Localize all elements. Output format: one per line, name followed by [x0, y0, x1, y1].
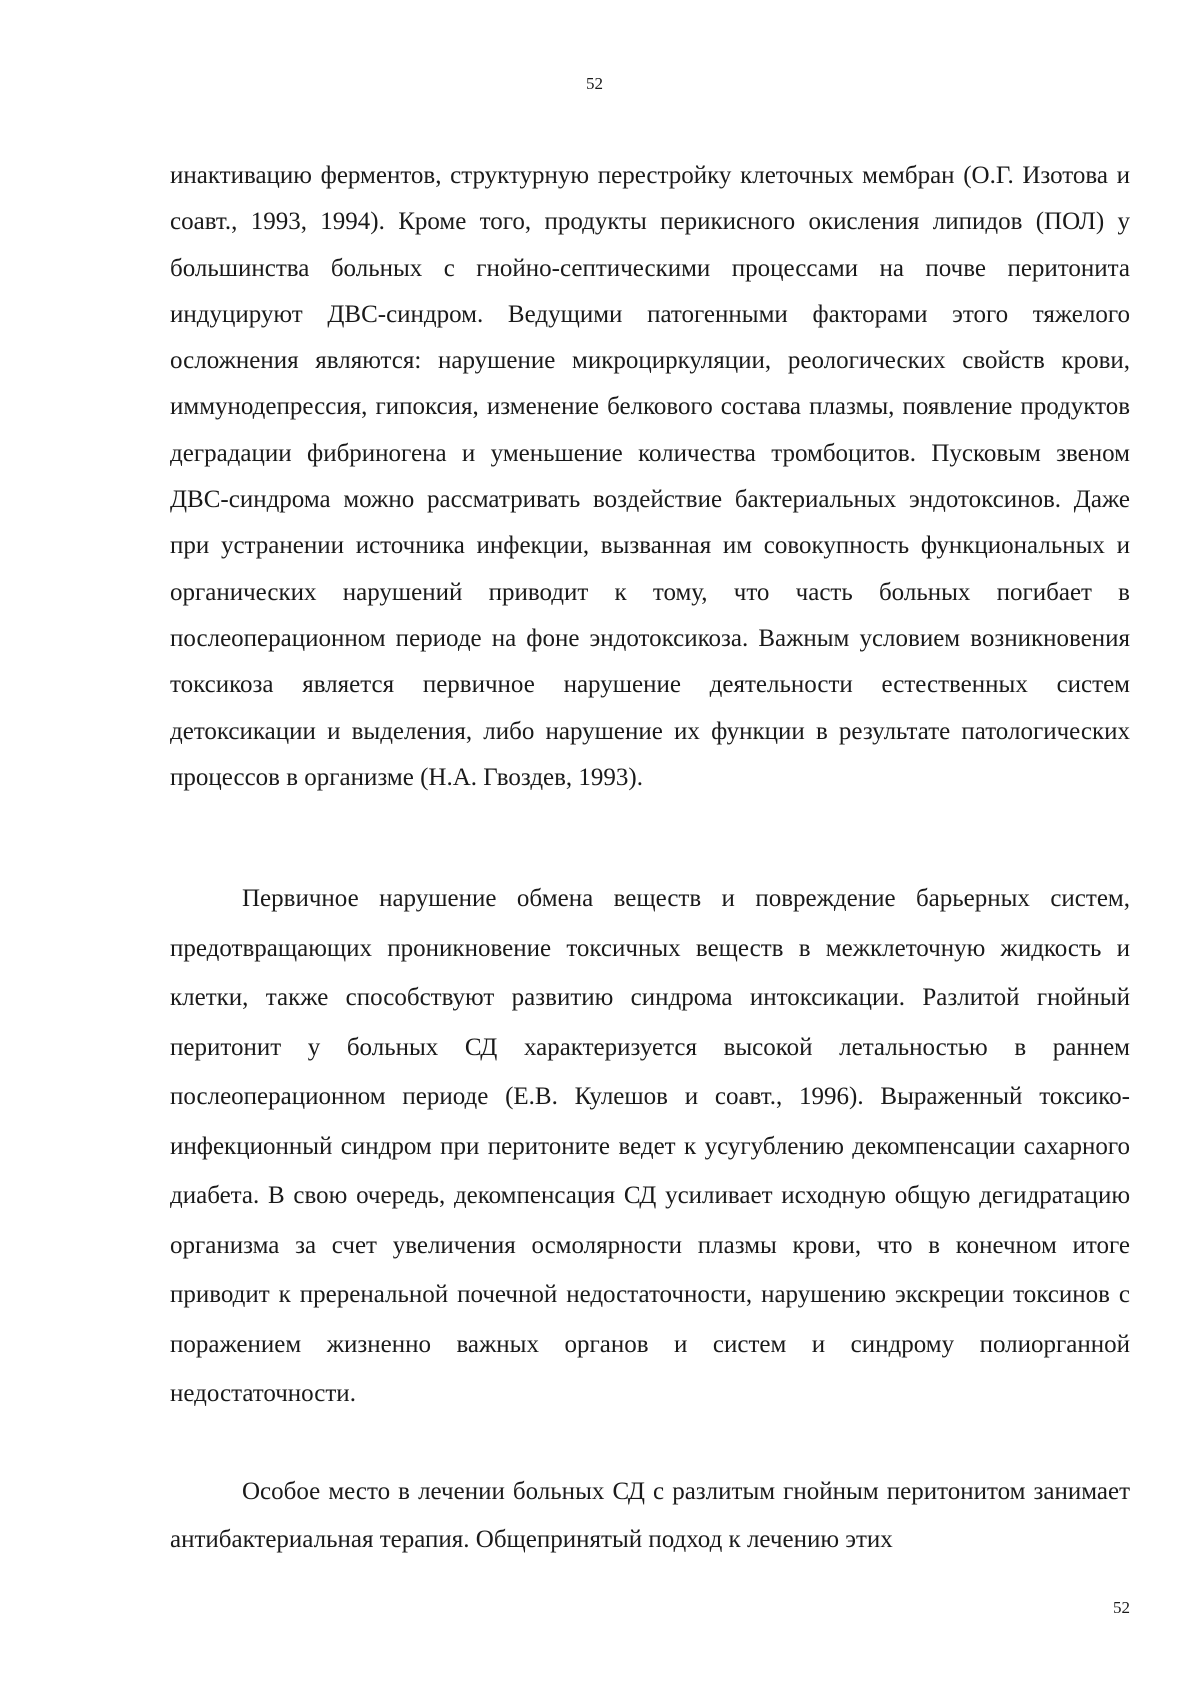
page-number-top: 52: [586, 74, 603, 93]
paragraph-3: Особое место в лечении больных СД с разлитым гнойным перитонитом занимает антибактериальная терапия. Общепринятый подход к лечению этих: [170, 1478, 1130, 1553]
paragraph-2: Первичное нарушение обмена веществ и повреждение барьерных систем, предотвращающих проникновение токсичных веществ в межклеточную жидкость и клетки, также способствуют развитию синдрома интоксикации. Разлитой гнойный перитонит у больных СД характеризуется высокой летальностью в раннем послеоперационном периоде (Е.В. Кулешов и соавт., 1996). Выраженный токсико-инфекционный синдром при перитоните ведет к усугублению декомпенсации сахарного диабета. В свою очередь, декомпенсация СД усиливает исходную общую дегидратацию организма за счет увеличения осмолярности плазмы крови, что в конечном итоге приводит к преренальной почечной недостаточности, нарушению экскреции токсинов с поражением жизненно важных органов и систем и синдрому полиорганной недостаточности.: [170, 885, 1130, 1407]
page-number-bottom: 52: [1113, 1598, 1130, 1617]
paragraph-1: инактивацию ферментов, структурную перестройку клеточных мембран (О.Г. Изотова и соавт., 1993, 1994). Кроме того, продукты перикисного окисления липидов (ПОЛ) у большинства больных с гнойно-септическими процессами на почве перитонита индуцируют ДВС-синдром. Ведущими патогенными факторами этого тяжелого осложнения являются: нарушение микроциркуляции, реологических свойств крови, иммунодепрессия, гипоксия, изменение белкового состава плазмы, появление продуктов деградации фибриногена и уменьшение количества тромбоцитов. Пусковым звеном ДВС-синдрома можно рассматривать воздействие бактериальных эндотоксинов. Даже при устранении источника инфекции, вызванная им совокупность функциональных и органических нарушений приводит к тому, что часть больных погибает в послеоперационном периоде на фоне эндотоксикоза. Важным условием возникновения токсикоза является первичное нарушение деятельности естественных систем детоксикации и выделения, либо нарушение их функции в результате патологических процессов в организме (Н.А. Гвоздев, 1993).: [170, 162, 1130, 791]
